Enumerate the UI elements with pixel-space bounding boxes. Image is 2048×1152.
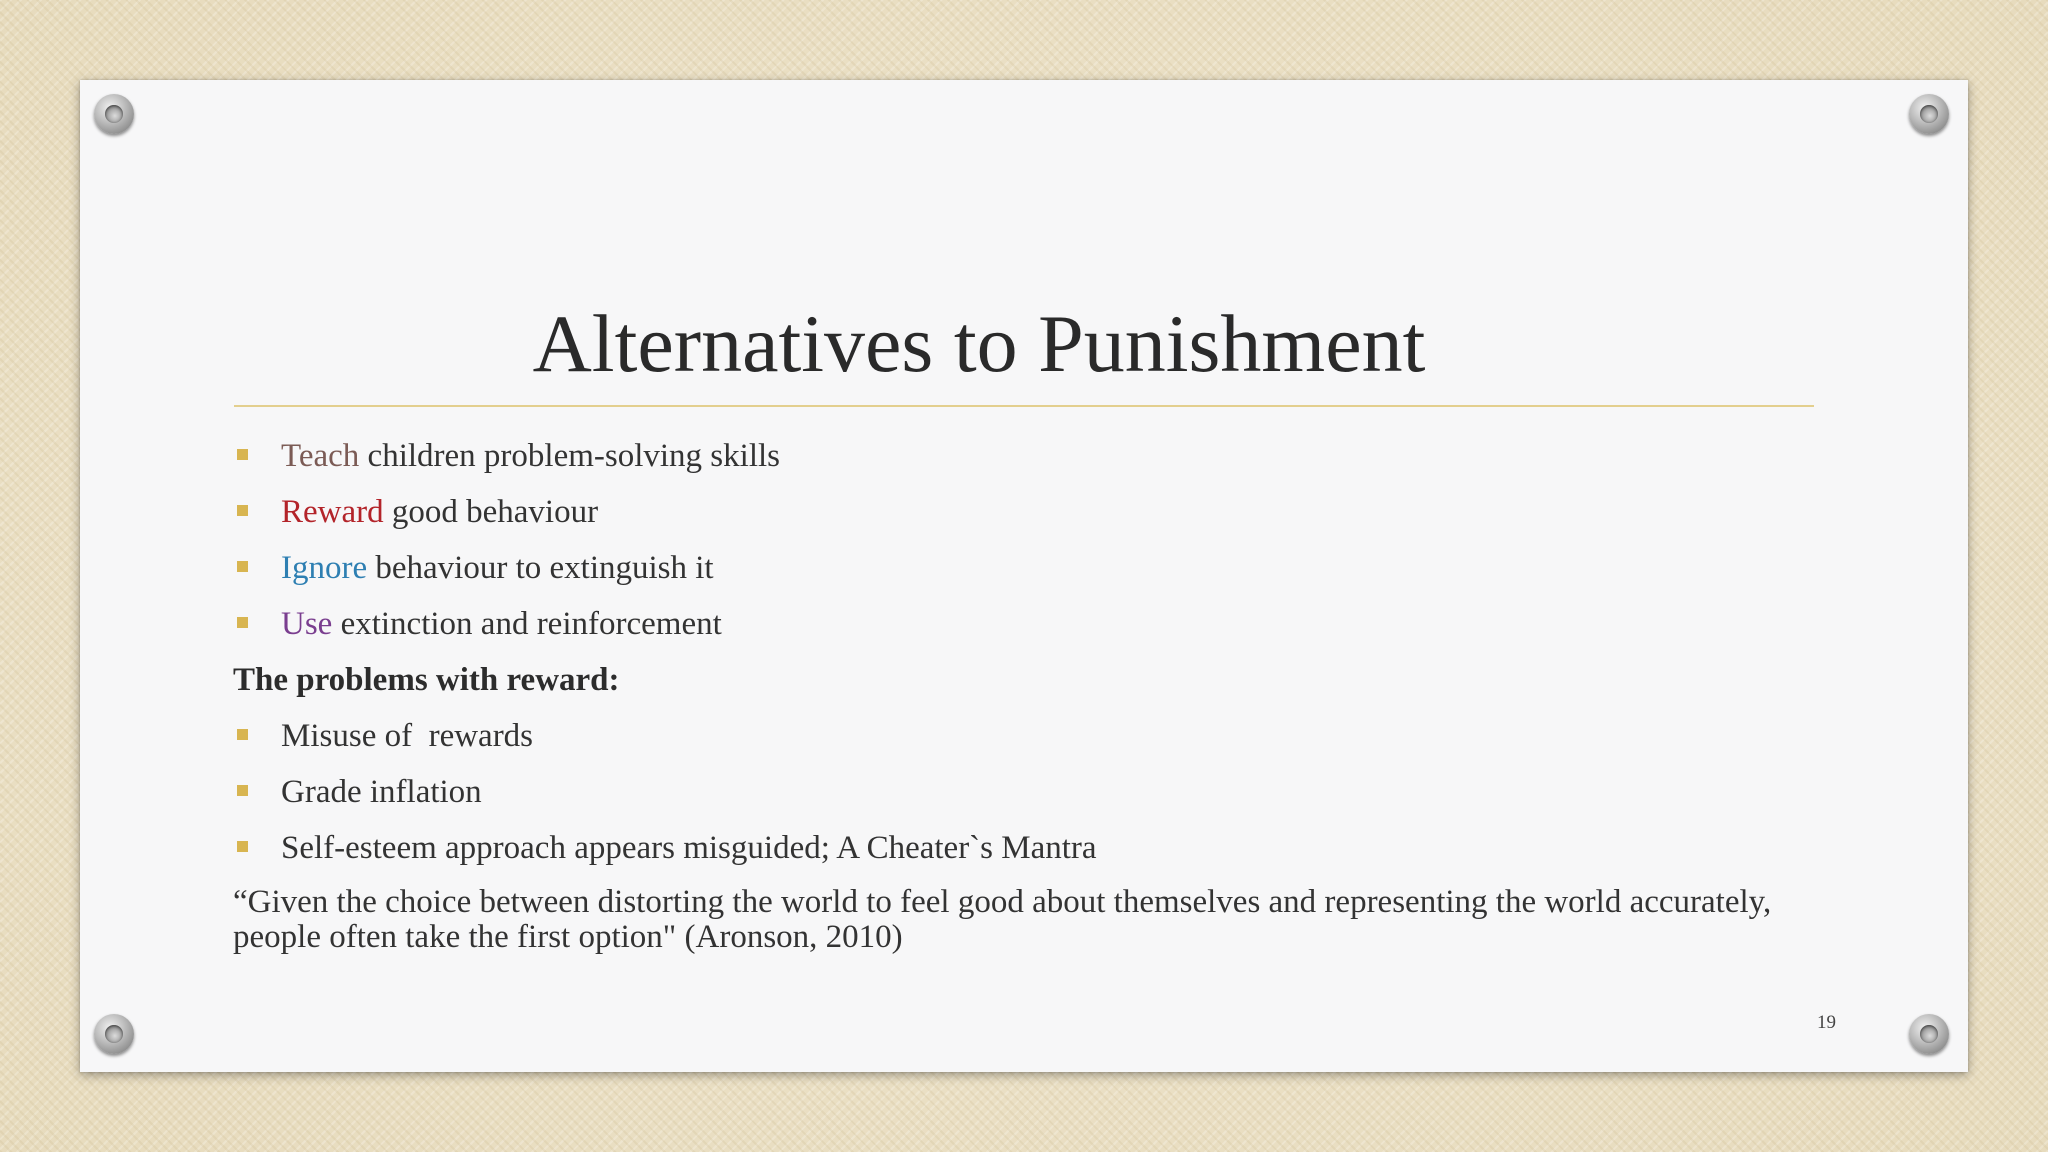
aronson-quote: “Given the choice between distorting the world to feel good about themselves and representing the world accurately, people often take the first option" (Aronson, 2010): [233, 884, 1772, 955]
bullet-keyword: Reward: [281, 494, 384, 530]
bullet-reward: [233, 484, 1833, 540]
square-bullet-icon: [237, 449, 248, 460]
square-bullet-icon: [237, 561, 248, 572]
slide-title: Alternatives to Punishment: [532, 298, 1426, 389]
square-bullet-icon: [237, 841, 248, 852]
bullet-text: Self-esteem approach appears misguided; A Cheater`s Mantra: [281, 830, 1097, 866]
grommet-bottom-right-icon: [1909, 1014, 1949, 1054]
bullet-teach: [233, 428, 1833, 484]
bullet-use: [233, 596, 1833, 652]
grommet-top-right-icon: [1909, 94, 1949, 134]
bullet-text: children problem-solving skills: [359, 438, 780, 474]
bullet-keyword: Use: [281, 606, 333, 642]
page-number: 19: [1817, 1012, 1836, 1033]
bullet-text: Misuse of rewards: [281, 718, 534, 754]
bullet-text: good behaviour: [383, 494, 599, 530]
bullet-text: Grade inflation: [281, 774, 482, 810]
problems-subheading: The problems with reward:: [233, 662, 620, 698]
grommet-bottom-left-icon: [94, 1014, 134, 1054]
bullet-keyword: Ignore: [281, 550, 368, 586]
bullet-problem: [233, 820, 1833, 876]
bullet-problem: [233, 708, 1833, 764]
square-bullet-icon: [237, 617, 248, 628]
square-bullet-icon: [237, 785, 248, 796]
slide-content: [233, 428, 1833, 955]
square-bullet-icon: [237, 729, 248, 740]
bullet-problem: [233, 764, 1833, 820]
bullet-text: extinction and reinforcement: [332, 606, 722, 642]
bullet-text: behaviour to extinguish it: [367, 550, 714, 586]
bullet-ignore: [233, 540, 1833, 596]
grommet-top-left-icon: [94, 94, 134, 134]
square-bullet-icon: [237, 505, 248, 516]
slide: [80, 80, 1968, 1072]
title-underline: [234, 405, 1814, 407]
bullet-keyword: Teach: [281, 438, 360, 474]
